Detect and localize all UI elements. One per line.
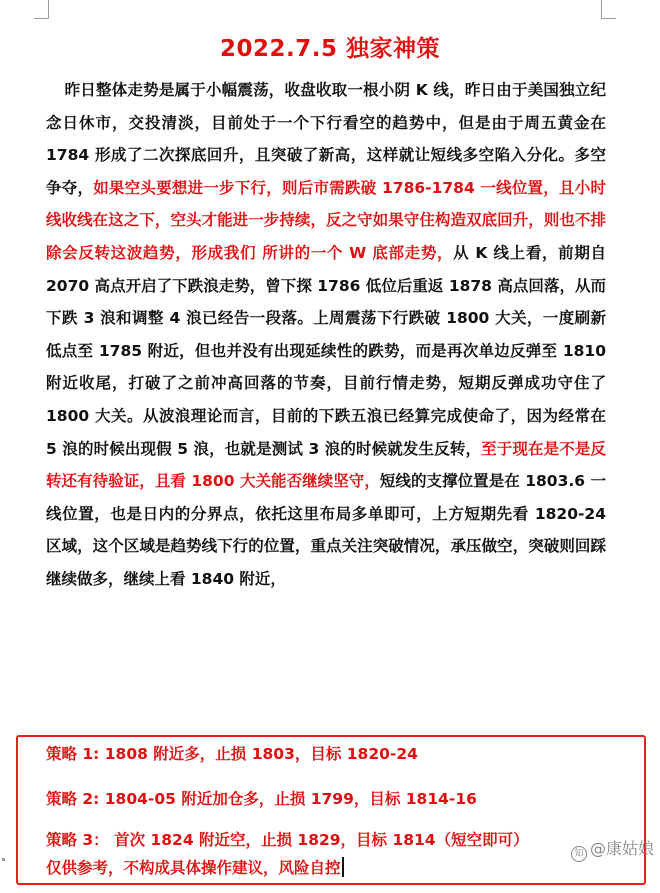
disclaimer[interactable] xyxy=(46,856,344,878)
watermark-logo-icon: 知 xyxy=(571,846,587,862)
strategy-1: 策略 1: 1808 附近多，止损 1803，目标 1820-24 xyxy=(46,745,418,763)
page-corner-mark-left xyxy=(34,0,49,19)
text-cursor xyxy=(342,857,344,877)
document-title: 2022.7.5 独家神策 xyxy=(219,36,440,62)
strategy-2: 策略 2: 1804-05 附近加仓多，止损 1799，目标 1814-16 xyxy=(46,790,477,808)
paragraph-segment-5: 短线的支撑位置是在 1803.6 一线位置，也是日内的分界点，依托这里布局多单即可，上方短期先看 1820-24 区域，这个区域是趋势线下行的位置，重点关注突破情况，承压做空，突破则回踩继续做多，继续上看 1840 附近， xyxy=(46,472,606,588)
paragraph-segment-1: 昨日整体走势是属于小幅震荡，收盘收取一根小阴 K 线，昨日由于美国独立纪念日休市，交投清淡，目前处于一个下行看空的趋势中，但是由于周五黄金在 1784 形成了二次探底回升，且突破了新高，这样就让短线多空陷入分化。多空争夺， xyxy=(46,81,606,197)
paragraph-segment-3: 从 K 线上看，前期自 2070 高点开启了下跌浪走势，曾下探 1786 低位后重返 1878 高点回落，从而下跌 3 浪和调整 4 浪已经告一段落。上周震荡下行跌破 1800 大关，一度刷新低点至 1785 附近，但也并没有出现延续性的跌势，而是再次单边反弹至 1810 附近收尾，打破了之前冲高回落的节奏，目前行情走势，短期反弹成功守住了 1800 大关。从波浪理论而言，目前的下跌五浪已经算完成使命了，因为经常在 5 浪的时候出现假 5 浪，也就是测试 3 浪的时候就发生反转， xyxy=(46,243,606,458)
watermark-text: @康姑娘 xyxy=(589,839,654,858)
strategy-3: 策略 3： 首次 1824 附近空，止损 1829，目标 1814（短空即可） xyxy=(46,831,529,849)
margin-mark xyxy=(2,858,5,861)
analysis-paragraph xyxy=(46,74,606,596)
paragraph-segment-4-highlight: 至于现在是不是反转还有待验证，且看 1800 大关能否继续坚守， xyxy=(46,439,606,491)
disclaimer-text: 仅供参考，不构成具体操作建议，风险自控 xyxy=(46,859,341,877)
paragraph-segment-2-highlight: 如果空头要想进一步下行，则后市需跌破 1786-1784 一线位置，且小时线收线在这之下，空头才能进一步持续，反之守如果守住构造双底回升，则也不排除会反转这波趋势，形成我们 所讲的一个 W 底部走势， xyxy=(46,178,606,262)
watermark xyxy=(571,836,654,862)
page-corner-mark-right xyxy=(601,0,616,19)
